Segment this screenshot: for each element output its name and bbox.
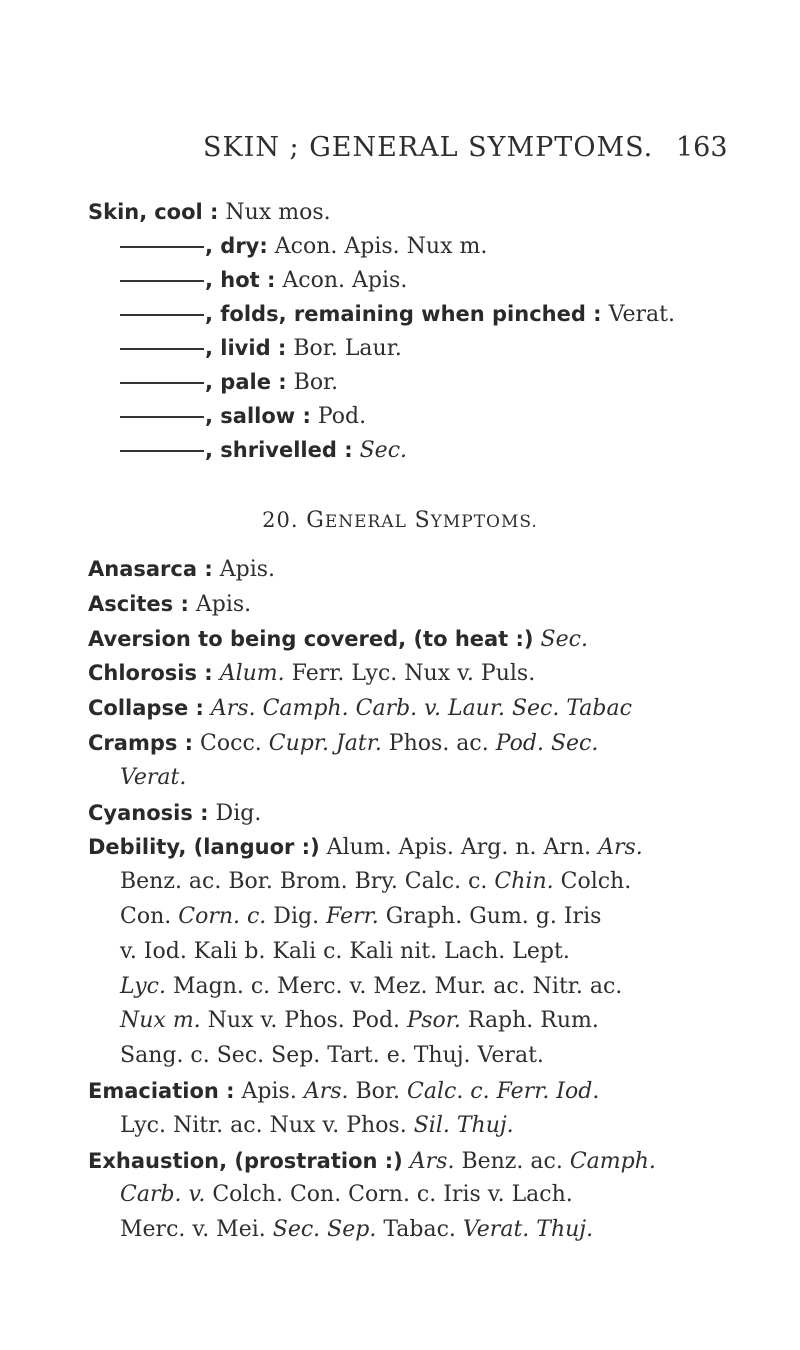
symptom-term: Cyanosis : [88,800,209,825]
remedy-italic: Psor. [407,1008,461,1034]
entry-remedies: Sec. [352,438,408,463]
remedy-text: Colch. [553,869,632,895]
symptom-entry-line [88,656,788,691]
symptom-term: Ascites : [88,591,189,616]
symptom-entry-line [88,830,788,865]
page-header [0,132,800,172]
remedy-text: Bor. [348,1078,408,1104]
remedy-italic: Ferr. [326,903,379,929]
symptom-term: Anasarca : [88,557,213,581]
symptom-entry-line [88,726,788,761]
symptom-term: Chlorosis : [88,661,213,686]
symptom-term: Debility, (languor :) [88,835,320,860]
remedy-italic: Lyc. [120,973,166,999]
remedy-italic: Corn. c. [178,903,267,929]
remedy-italic: Nux m. [120,1008,201,1034]
skin-entry [88,297,778,331]
entry-continuation-line [88,865,788,900]
remedy-text: Cocc. [193,730,269,756]
entry-remedies: Acon. Apis. [275,268,408,293]
remedy-text: Con. [120,903,179,929]
remedy-text: Raph. Rum. [460,1008,599,1034]
entry-continuation-line [88,935,788,970]
entry-remedies: Bor. Laur. [286,336,402,361]
entry-term: , shrivelled : [205,438,353,462]
entry-remedies: Verat. [601,302,675,327]
remedy-text: Benz. ac. Bor. Brom. Bry. Calc. c. [120,869,495,895]
remedy-italic: Verat. Thuj. [462,1217,594,1243]
ditto-dash [120,246,204,248]
remedy-text: Sang. c. Sec. Sep. Tart. e. Thuj. Verat. [120,1043,544,1069]
ditto-dash [120,416,204,418]
remedy-text: Dig. [208,800,262,826]
remedy-text: Apis. [234,1078,304,1104]
remedy-text: Dig. [266,903,327,929]
symptom-term: Cramps : [88,730,194,755]
remedy-italic: Ars. [409,1148,455,1174]
entry-term-rest: cool : [154,200,219,224]
remedy-text: Tabac. [376,1217,463,1243]
section-number: 20. [262,508,299,532]
entry-continuation-line [88,970,788,1005]
remedy-text [534,627,541,652]
entry-continuation-line [88,1178,788,1213]
heading-initial: G [306,508,325,533]
remedy-text: Alum. Apis. Arg. n. Arn. [319,835,599,861]
entry-continuation-line [88,900,788,935]
symptom-entry-line [88,796,788,831]
symptom-entry-line [88,691,788,726]
symptom-term: Aversion to being covered, (to heat :) [88,626,534,651]
remedy-italic: Calc. c. Ferr. Iod. [407,1078,600,1104]
skin-entry [88,331,778,365]
skin-entry [88,263,778,297]
skin-entry [88,433,778,467]
symptom-entry-line [88,1074,788,1109]
ditto-dash [120,280,204,282]
heading-initial: S [414,508,431,533]
ditto-dash [120,348,204,350]
remedy-italic: Verat. [120,764,187,790]
remedy-text [213,661,220,686]
symptom-term: Emaciation : [88,1078,235,1103]
entry-remedies: Nux mos. [218,200,331,225]
ditto-dash [120,450,204,452]
skin-entry [88,365,778,399]
remedy-text: Magn. c. Merc. v. Mez. Mur. ac. Nitr. ac. [165,973,623,999]
remedy-italic: Pod. Sec. [495,730,599,756]
remedy-text: Ferr. Lyc. Nux v. Puls. [284,661,536,687]
entry-continuation-line [88,1039,788,1074]
skin-entry [88,195,778,229]
remedy-italic: Camph. [569,1148,656,1174]
page-number: 163 [676,132,728,163]
entry-remedies: Pod. [310,404,367,429]
symptom-term: Exhaustion, (prostration :) [88,1148,403,1173]
remedy-text: Merc. v. Mei. [120,1217,273,1243]
symptom-entry-line [88,622,788,657]
heading-smallcaps: ENERAL [324,512,407,532]
entry-term: , livid : [205,336,287,360]
remedy-text [403,1149,410,1174]
skin-section [88,195,778,467]
entry-continuation-line [88,1213,788,1248]
entry-term: , hot : [205,268,276,292]
entry-term: , folds, remaining when pinched : [205,302,602,326]
running-title: SKIN ; GENERAL SYMPTOMS. [203,132,654,163]
skin-entry [88,229,778,263]
remedy-text: Lyc. Nitr. ac. Nux v. Phos. [120,1112,414,1138]
entry-term: , pale : [205,370,287,394]
remedy-italic: Ars. [598,835,643,861]
entry-term: , dry: [205,234,268,258]
skin-entry [88,399,778,433]
symptom-entry-line [88,587,788,622]
heading-smallcaps: YMPTOMS. [430,512,538,532]
remedy-italic: Alum. [219,661,285,687]
remedy-text: Nux v. Phos. Pod. [200,1008,408,1034]
symptom-term: Collapse : [88,696,204,721]
remedy-text: Colch. Con. Corn. c. Iris v. Lach. [205,1182,573,1208]
entry-remedies: Bor. [286,370,339,395]
remedy-text: v. Iod. Kali b. Kali c. Kali nit. Lach. Lept. [120,938,570,964]
section-heading [0,508,800,533]
remedy-text: Benz. ac. [454,1148,570,1174]
remedy-text: Apis. [212,557,276,582]
entry-term: Skin, [88,200,148,224]
symptom-entry-line [88,552,788,587]
entry-remedies: Acon. Apis. Nux m. [267,234,488,259]
ditto-dash [120,382,204,384]
remedy-italic: Carb. v. [120,1182,206,1208]
entry-continuation-line [88,1109,788,1144]
remedy-text: Phos. ac. [381,730,496,756]
remedy-italic: Cupr. Jatr. [268,730,382,756]
entry-term: , sallow : [205,404,311,428]
entry-continuation-line [88,1004,788,1039]
remedy-text: Apis. [188,591,252,617]
remedy-text [204,696,211,721]
entry-continuation-line [88,761,788,796]
ditto-dash [120,314,204,316]
remedy-italic: Sec. Sep. [272,1217,377,1243]
remedy-italic: Ars. [303,1078,349,1104]
general-symptoms-list [88,552,788,1248]
remedy-italic: Chin. [494,869,554,895]
remedy-italic: Ars. Camph. Carb. v. Laur. Sec. Tabac [210,696,632,722]
remedy-text: Graph. Gum. g. Iris [378,903,602,929]
symptom-entry-line [88,1144,788,1179]
remedy-italic: Sil. Thuj. [413,1112,514,1138]
remedy-italic: Sec. [540,626,588,652]
